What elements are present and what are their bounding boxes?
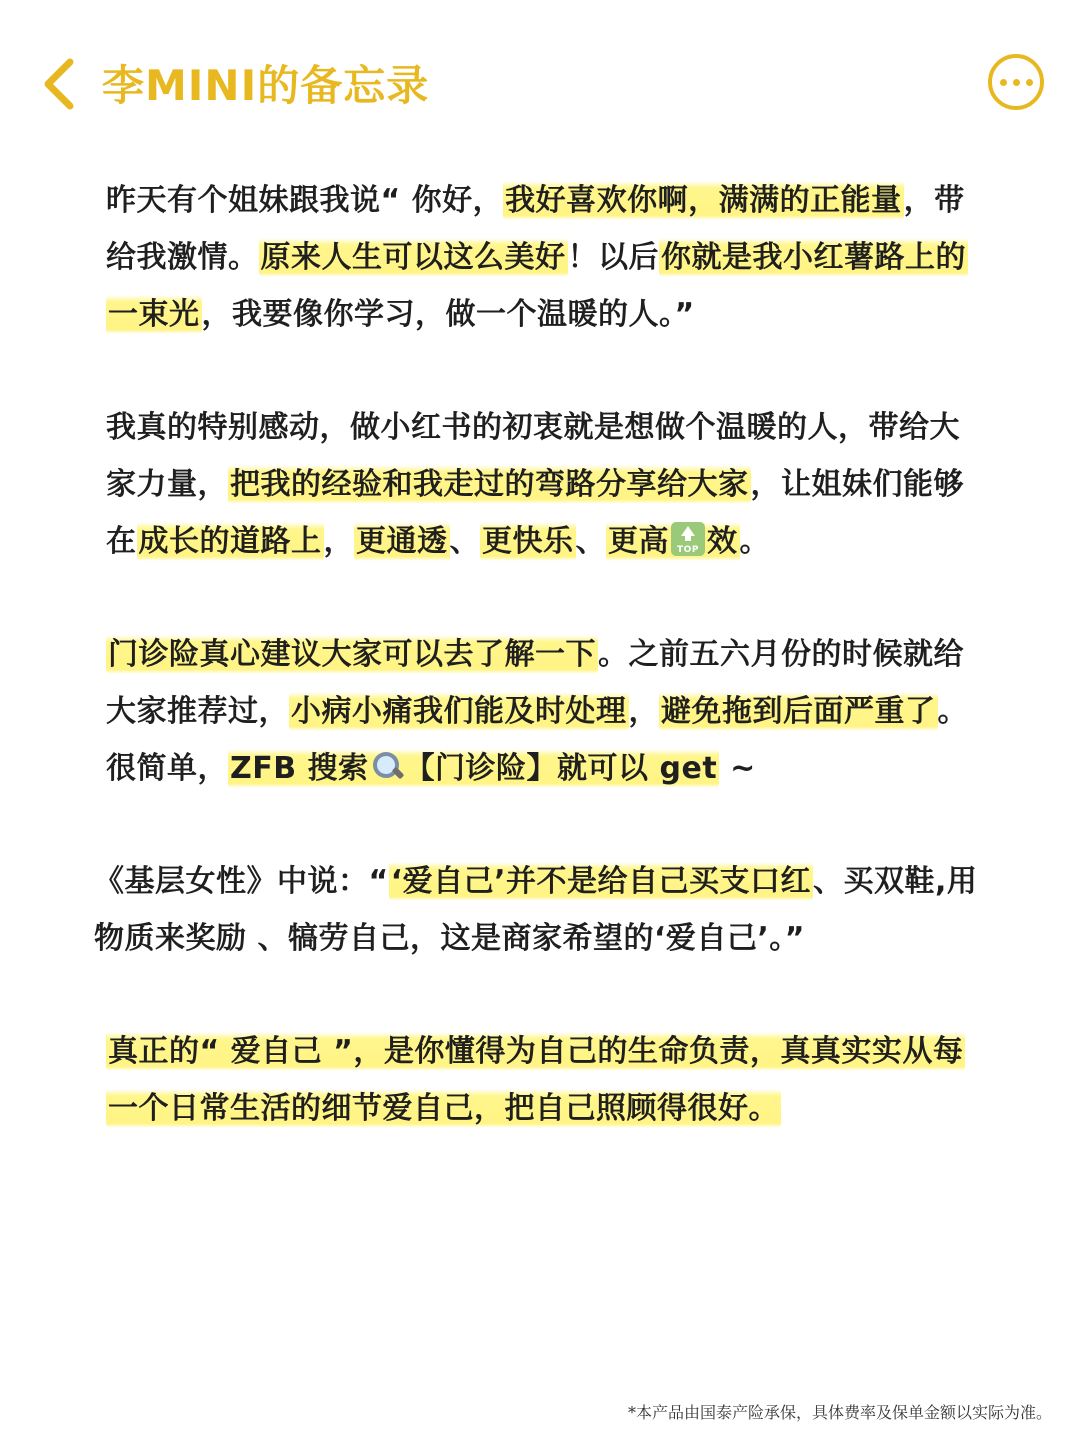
chevron-left-icon[interactable]: [40, 56, 80, 112]
page-title: 李MINI的备忘录: [102, 61, 430, 110]
text-run: 、买双鞋,用物质来奖励 、犒劳自己，这是商家希望的‘爱自己’。”: [94, 864, 978, 956]
paragraph-4: [94, 853, 986, 967]
highlighted-text: 把我的经验和我走过的弯路分享给大家: [230, 467, 749, 502]
text-run: 。: [739, 524, 770, 559]
text-run: 昨天有个姐妹跟我说“ 你好，: [106, 183, 504, 218]
highlighted-text: 门诊险真心建议大家可以去了解一下: [108, 637, 596, 672]
more-options-button[interactable]: [988, 54, 1044, 110]
highlighted-text-part: ZFB 搜索: [230, 751, 369, 786]
text-run: ，: [323, 524, 354, 559]
text-run: ，我要像你学习，做一个温暖的人。”: [201, 297, 695, 332]
highlighted-text: 我好喜欢你啊，满满的正能量: [505, 183, 902, 218]
magnifier-icon: [371, 750, 403, 782]
highlighted-text: 原来人生可以这么美好: [260, 240, 566, 275]
text-run: ，: [628, 694, 659, 729]
paragraph-2: [106, 399, 986, 570]
more-dots-icon: [1013, 79, 1020, 86]
text-run: ！以后: [567, 240, 659, 275]
text-run: ，带给我激情。: [106, 183, 965, 275]
text-run: 。很简单，: [106, 694, 968, 786]
text-run: 我真的特别感动，做小红书的初衷就是想做个温暖的人，带给大家力量，: [106, 410, 960, 502]
paragraph-1: [106, 172, 986, 343]
highlighted-text: 你就是我小红薯路上的一束光: [108, 240, 966, 332]
text-run: 。之前五六月份的时候就给大家推荐过，: [106, 637, 964, 729]
text-run: 、: [449, 524, 480, 559]
highlighted-text: 更快乐: [482, 524, 574, 559]
note-body: [94, 172, 986, 1193]
top-arrow-icon: [671, 522, 705, 556]
highlighted-text: [606, 522, 740, 561]
highlighted-text: ‘爱自己’并不是给自己买支口红: [390, 864, 812, 899]
text-run: ~: [719, 751, 756, 786]
highlighted-text: 避免拖到后面严重了: [661, 694, 936, 729]
paragraph-3: [106, 626, 986, 797]
highlighted-text: [228, 749, 719, 788]
paragraph-5: [106, 1023, 986, 1137]
more-dots-icon: [1026, 79, 1033, 86]
text-run: ，让姐妹们能够在: [106, 467, 964, 559]
more-dots-icon: [1000, 79, 1007, 86]
highlighted-text-part: 更高: [608, 524, 669, 559]
note-header: [0, 0, 1080, 170]
text-run: 、: [575, 524, 606, 559]
highlighted-text: 成长的道路上: [138, 524, 322, 559]
highlighted-text: 小病小痛我们能及时处理: [291, 694, 627, 729]
top-emoji-label: TOP: [677, 545, 699, 555]
highlighted-text-part: 效: [707, 524, 738, 559]
highlighted-text: 更通透: [356, 524, 448, 559]
text-run: 《基层女性》中说：“: [94, 864, 389, 899]
highlighted-text: 真正的“ 爱自己 ”，是你懂得为自己的生命负责，真真实实从每一个日常生活的细节爱自己，把自己照顾得很好。: [108, 1034, 964, 1126]
disclaimer-footnote: *本产品由国泰产险承保，具体费率及保单金额以实际为准。: [627, 1403, 1052, 1422]
highlighted-text-part: 【门诊险】就可以 get: [404, 751, 718, 786]
